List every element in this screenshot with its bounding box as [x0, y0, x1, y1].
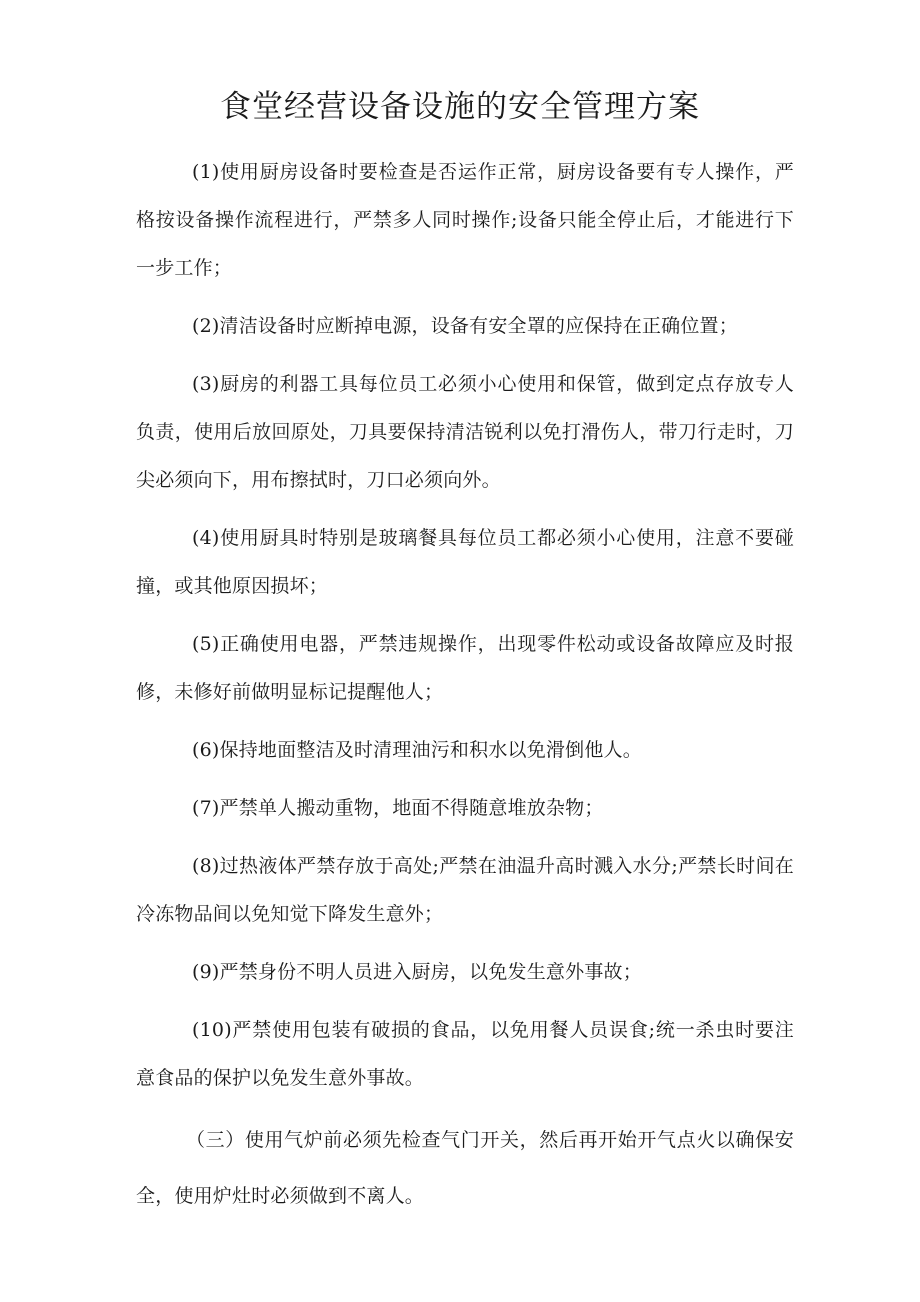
- paragraph-section-3: （三）使用气炉前必须先检查气门开关，然后再开始开气点火以确保安全，使用炉灶时必须做到不离人。: [136, 1129, 794, 1207]
- paragraph-4: (4)使用厨具时特别是玻璃餐具每位员工都必须小心使用，注意不要碰撞，或其他原因损坏；: [136, 527, 794, 597]
- document-title: 食堂经营设备设施的安全管理方案: [220, 89, 700, 125]
- paragraph-3: (3)厨房的利器工具每位员工必须小心使用和保管，做到定点存放专人负责，使用后放回原处，刀具要保持清洁锐利以免打滑伤人，带刀行走时，刀尖必须向下，用布擦拭时，刀口必须向外。: [136, 373, 794, 491]
- paragraph-2: (2)清洁设备时应断掉电源，设备有安全罩的应保持在正确位置；: [192, 315, 738, 337]
- paragraph-1: (1)使用厨房设备时要检查是否运作正常，厨房设备要有专人操作，严格按设备操作流程进行，严禁多人同时操作;设备只能全停止后，才能进行下一步工作；: [136, 161, 794, 279]
- paragraph-10: (10)严禁使用包装有破损的食品，以免用餐人员误食;统一杀虫时要注意食品的保护以免发生意外事故。: [136, 1019, 794, 1089]
- paragraph-6: (6)保持地面整洁及时清理油污和积水以免滑倒他人。: [192, 739, 642, 761]
- paragraph-9: (9)严禁身份不明人员进入厨房，以免发生意外事故；: [192, 961, 642, 983]
- document-body: [136, 148, 794, 1234]
- paragraph-7: (7)严禁单人搬动重物，地面不得随意堆放杂物；: [192, 797, 604, 819]
- paragraph-5: (5)正确使用电器，严禁违规操作，出现零件松动或设备故障应及时报修，未修好前做明显标记提醒他人；: [136, 633, 794, 703]
- paragraph-8: (8)过热液体严禁存放于高处;严禁在油温升高时溅入水分;严禁长时间在冷冻物品间以免知觉下降发生意外；: [136, 855, 794, 925]
